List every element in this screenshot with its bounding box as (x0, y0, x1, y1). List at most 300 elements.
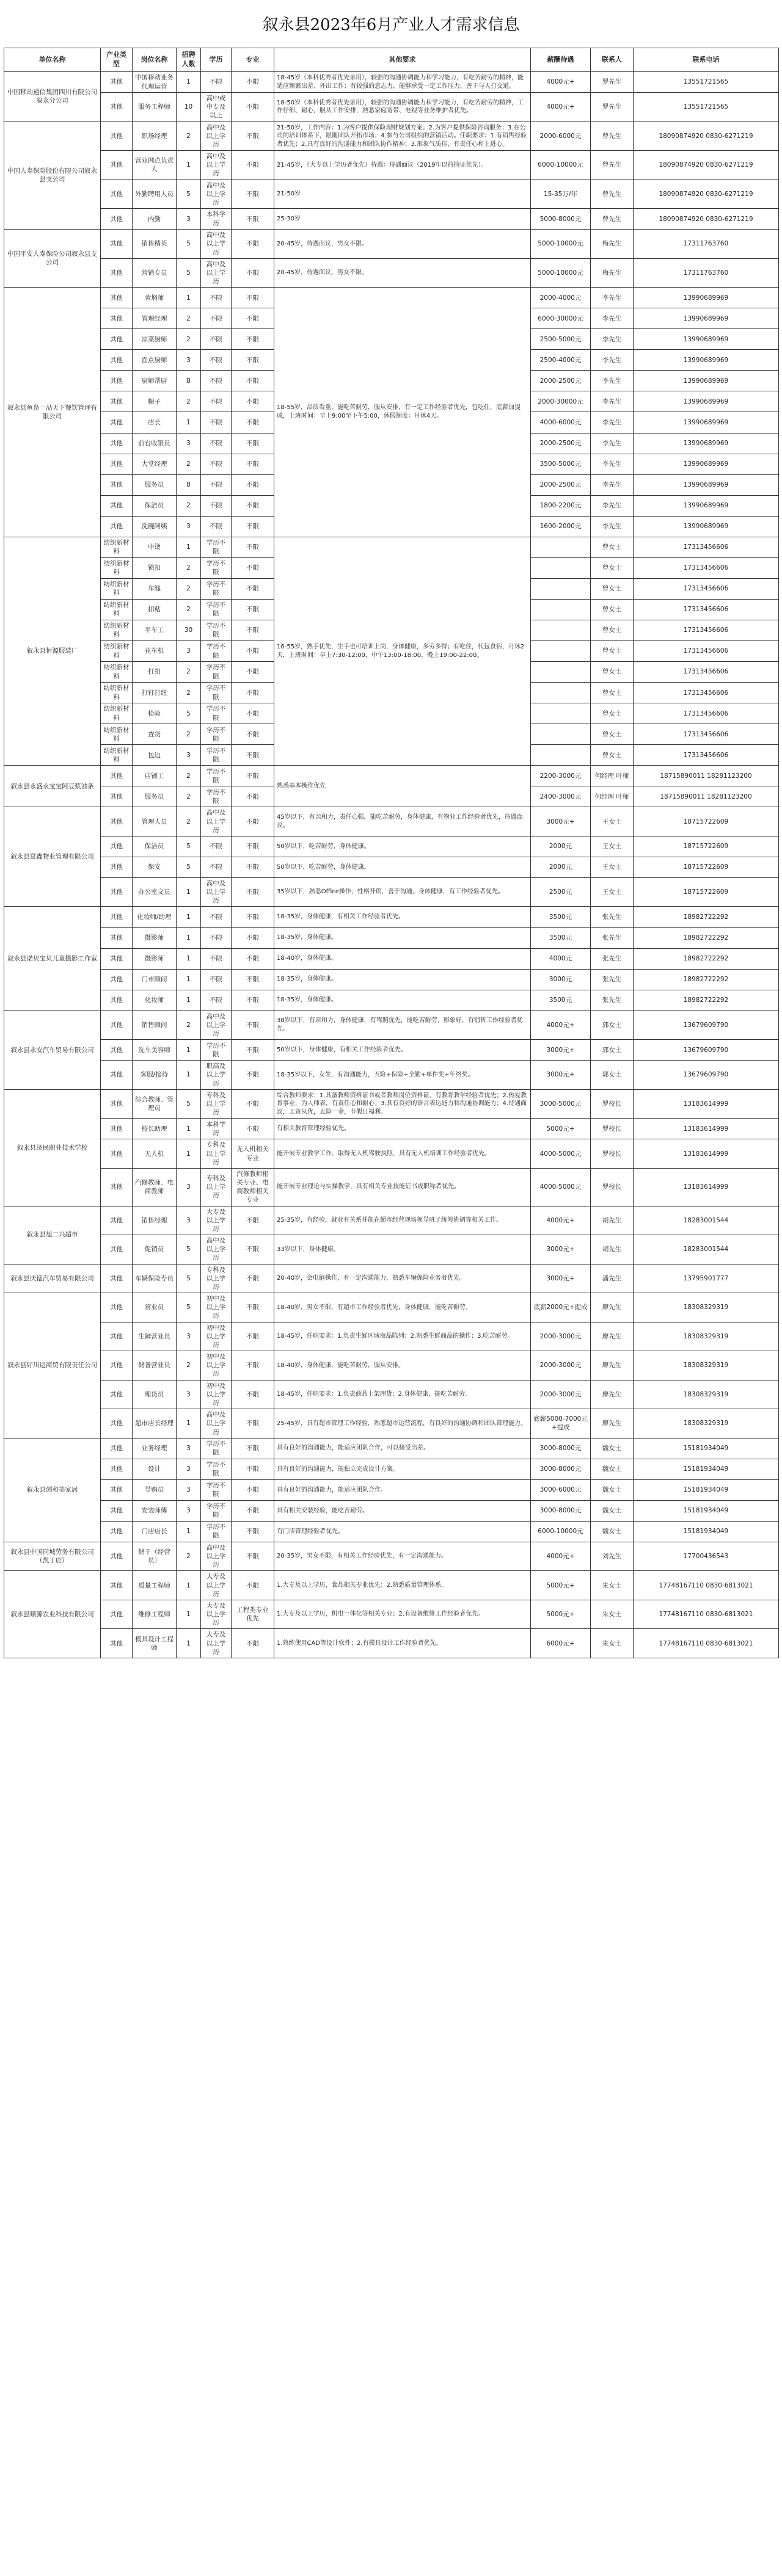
post-cell: 保洁员 (133, 836, 177, 857)
post-cell: 化妆师/助理 (133, 907, 177, 927)
major-cell: 不限 (232, 1459, 274, 1479)
phone-cell: 15181934049 (634, 1521, 779, 1542)
post-cell: 车缝 (133, 578, 177, 599)
unit-name-cell: 中国平安人寿保险公司叙永县支公司 (4, 230, 101, 288)
count-cell: 5 (177, 1235, 201, 1264)
education-cell: 高中及以上学历 (201, 151, 232, 180)
salary-cell: 2400-3000元 (531, 786, 591, 807)
post-cell: 综合教师、管理员 (133, 1089, 177, 1119)
phone-cell: 15181934049 (634, 1479, 779, 1500)
post-cell: 橱子 (133, 391, 177, 412)
salary-cell: 2000元 (531, 857, 591, 877)
count-cell: 2 (177, 724, 201, 745)
post-cell: 职场经理 (133, 122, 177, 151)
post-cell: 业务经理 (133, 1438, 177, 1459)
count-cell: 1 (177, 990, 201, 1010)
post-cell: 安装师傅 (133, 1500, 177, 1521)
industry-cell: 纺织新材料 (101, 557, 133, 578)
phone-cell: 17700436543 (634, 1542, 779, 1571)
requirements-cell: 1.熟练使用CAD等设计软件；2.有模具设计工作经验者优先。 (274, 1629, 531, 1658)
count-cell: 2 (177, 662, 201, 683)
count-cell: 1 (177, 537, 201, 557)
major-cell: 不限 (232, 877, 274, 907)
contact-cell: 曾女士 (591, 599, 634, 620)
count-cell: 2 (177, 329, 201, 350)
major-cell: 不限 (232, 454, 274, 474)
industry-cell: 其他 (101, 350, 133, 371)
count-cell: 2 (177, 1351, 201, 1381)
count-cell: 2 (177, 599, 201, 620)
contact-cell: 曾先生 (591, 180, 634, 209)
requirements-cell: 18-45岁（本科优秀者优先录用），较强的沟通协调能力和学习能力，有吃苦耐劳的精神，能适应频繁出差、外出工作；有较强的意志力，能够承受一定工作压力，善于与人打交道。 (274, 72, 531, 93)
contact-cell: 何经理 叶师 (591, 786, 634, 807)
table-row (4, 258, 779, 288)
phone-cell: 18982722292 (634, 907, 779, 927)
contact-cell: 刘先生 (591, 1542, 634, 1571)
contact-cell: 李先生 (591, 495, 634, 516)
salary-cell: 5000元+ (531, 1600, 591, 1629)
requirements-cell: 18-40岁，男女不限，有超市工作经验者优先，身体健康，能吃苦耐劳。 (274, 1293, 531, 1322)
contact-cell: 曾先生 (591, 209, 634, 230)
salary-cell: 2000-3000元 (531, 1351, 591, 1381)
industry-cell: 其他 (101, 1380, 133, 1409)
major-cell: 不限 (232, 1119, 274, 1139)
salary-cell: 2000-2500元 (531, 371, 591, 391)
table-row (4, 1040, 779, 1061)
requirements-cell: 具有良好的沟通能力，能独立完成设计方案。 (274, 1459, 531, 1479)
education-cell: 不限 (201, 371, 232, 391)
post-cell: 平车工 (133, 620, 177, 640)
contact-cell: 王女士 (591, 807, 634, 836)
post-cell: 面点厨师 (133, 350, 177, 371)
industry-cell: 其他 (101, 329, 133, 350)
count-cell: 5 (177, 1293, 201, 1322)
post-cell: 销售经理 (133, 1206, 177, 1235)
post-cell: 锁扣 (133, 557, 177, 578)
major-cell: 不限 (232, 230, 274, 259)
post-cell: 保安 (133, 857, 177, 877)
industry-cell: 其他 (101, 1479, 133, 1500)
contact-cell: 罗先生 (591, 72, 634, 93)
phone-cell: 17313456606 (634, 557, 779, 578)
contact-cell: 梅先生 (591, 258, 634, 288)
salary-cell: 3000元 (531, 969, 591, 990)
phone-cell: 17748167110 0830-6813021 (634, 1600, 779, 1629)
salary-cell: 2000-4000元 (531, 288, 591, 308)
major-cell: 不限 (232, 990, 274, 1010)
major-cell: 不限 (232, 745, 274, 766)
contact-cell: 何经理 叶师 (591, 766, 634, 786)
salary-cell: 2500-4000元 (531, 350, 591, 371)
unit-name-cell: 叙永县永盛永宝宝阿豆浆油条 (4, 766, 101, 807)
table-row (4, 1629, 779, 1658)
post-cell: 校长助理 (133, 1119, 177, 1139)
requirements-cell: 50岁以下，吃苦耐劳，身体健康。 (274, 857, 531, 877)
table-row (4, 1571, 779, 1600)
phone-cell: 18308329319 (634, 1293, 779, 1322)
industry-cell: 其他 (101, 258, 133, 288)
phone-cell: 18715722609 (634, 836, 779, 857)
post-cell: 店铺工 (133, 766, 177, 786)
phone-cell: 18283001544 (634, 1235, 779, 1264)
table-row (4, 1293, 779, 1322)
major-cell: 不限 (232, 1479, 274, 1500)
education-cell: 学历不限 (201, 1500, 232, 1521)
salary-cell: 3000元+ (531, 1235, 591, 1264)
salary-cell (531, 724, 591, 745)
industry-cell: 其他 (101, 1168, 133, 1206)
phone-cell: 13990689969 (634, 350, 779, 371)
major-cell: 不限 (232, 969, 274, 990)
unit-name-cell: 叙永县创和美家居 (4, 1438, 101, 1542)
count-cell: 1 (177, 1409, 201, 1439)
major-cell: 不限 (232, 836, 274, 857)
major-cell: 不限 (232, 1264, 274, 1293)
education-cell: 学历不限 (201, 620, 232, 640)
salary-cell: 3000元+ (531, 1061, 591, 1090)
table-row (4, 1089, 779, 1119)
education-cell: 不限 (201, 474, 232, 495)
contact-cell: 潘先生 (591, 1264, 634, 1293)
major-cell: 不限 (232, 1521, 274, 1542)
post-cell: 储备营业员 (133, 1351, 177, 1381)
contact-cell: 魏女士 (591, 1479, 634, 1500)
contact-cell: 郭女士 (591, 1061, 634, 1090)
post-cell: 储干（经营员） (133, 1542, 177, 1571)
post-cell: 管理人员 (133, 807, 177, 836)
major-cell: 不限 (232, 72, 274, 93)
phone-cell: 13990689969 (634, 412, 779, 433)
major-cell: 不限 (232, 620, 274, 640)
phone-cell: 13990689969 (634, 495, 779, 516)
unit-name-cell: 叙永县顺源农业科技有限公司 (4, 1571, 101, 1658)
salary-cell: 15-35万/年 (531, 180, 591, 209)
education-cell: 高中及以上学历 (201, 122, 232, 151)
industry-cell: 其他 (101, 122, 133, 151)
industry-cell: 其他 (101, 516, 133, 537)
major-cell: 不限 (232, 180, 274, 209)
count-cell: 3 (177, 640, 201, 661)
header-unit: 单位名称 (4, 48, 101, 72)
industry-cell: 其他 (101, 1322, 133, 1351)
count-cell: 1 (177, 288, 201, 308)
salary-cell: 3500元 (531, 907, 591, 927)
requirements-cell: 18-55岁，品质看重，能吃苦耐劳，服从安排，有一定工作经验者优先，包吃住，底薪加提成，上班时间：早上9:00至下午5:00，休假制度：月休4天。 (274, 288, 531, 537)
contact-cell: 郭女士 (591, 1010, 634, 1040)
major-cell: 不限 (232, 495, 274, 516)
requirements-cell: 25-45岁，具有超市管理工作经验，熟悉超市运营流程，有良好的沟通协调和团队管理能力。 (274, 1409, 531, 1439)
industry-cell: 其他 (101, 1010, 133, 1040)
contact-cell: 廖先生 (591, 1380, 634, 1409)
salary-cell: 3000元+ (531, 1264, 591, 1293)
table-row (4, 990, 779, 1010)
education-cell: 高中及以上学历 (201, 807, 232, 836)
contact-cell: 李先生 (591, 474, 634, 495)
count-cell: 3 (177, 1500, 201, 1521)
education-cell: 不限 (201, 72, 232, 93)
major-cell: 不限 (232, 1010, 274, 1040)
contact-cell: 李先生 (591, 350, 634, 371)
count-cell: 1 (177, 1119, 201, 1139)
contact-cell: 曾女士 (591, 557, 634, 578)
major-cell: 不限 (232, 151, 274, 180)
industry-cell: 其他 (101, 927, 133, 948)
requirements-cell: 18-45岁，任职要求：1.负责商品上架理货；2.身体健康，能吃苦耐劳。 (274, 1380, 531, 1409)
requirements-cell: 熟悉基本操作优先 (274, 766, 531, 807)
post-cell: 汽修教师、电商教师 (133, 1168, 177, 1206)
unit-name-cell: 叙永县庆德汽车贸易有限公司 (4, 1264, 101, 1293)
phone-cell: 17313456606 (634, 578, 779, 599)
education-cell: 学历不限 (201, 683, 232, 703)
education-cell: 不限 (201, 836, 232, 857)
major-cell: 不限 (232, 474, 274, 495)
major-cell: 不限 (232, 1409, 274, 1439)
post-cell: 凉菜厨师 (133, 329, 177, 350)
requirements-cell: 能开展专业理论与实操教学，具有相关专业技能证书或职称者优先。 (274, 1168, 531, 1206)
major-cell: 不限 (232, 1040, 274, 1061)
education-cell: 专科及以上学历 (201, 1139, 232, 1169)
post-cell: 设计 (133, 1459, 177, 1479)
industry-cell: 纺织新材料 (101, 662, 133, 683)
education-cell: 大专及以上学历 (201, 1629, 232, 1658)
salary-cell: 3500元 (531, 990, 591, 1010)
industry-cell: 其他 (101, 180, 133, 209)
education-cell: 不限 (201, 412, 232, 433)
major-cell: 不限 (232, 122, 274, 151)
industry-cell: 其他 (101, 288, 133, 308)
contact-cell: 朱女士 (591, 1571, 634, 1600)
salary-cell: 3000元+ (531, 1040, 591, 1061)
phone-cell: 13679609790 (634, 1061, 779, 1090)
industry-cell: 其他 (101, 391, 133, 412)
salary-cell: 4000元+ (531, 1206, 591, 1235)
phone-cell: 15181934049 (634, 1438, 779, 1459)
industry-cell: 其他 (101, 766, 133, 786)
contact-cell: 梅先生 (591, 230, 634, 259)
phone-cell: 17313456606 (634, 683, 779, 703)
industry-cell: 其他 (101, 474, 133, 495)
count-cell: 5 (177, 230, 201, 259)
unit-name-cell: 叙永县富鑫物业管理有限公司 (4, 807, 101, 907)
table-row (4, 948, 779, 969)
requirements-cell: 具有相关安装经验，能吃苦耐劳。 (274, 1500, 531, 1521)
post-cell: 中国移动业务代理运营 (133, 72, 177, 93)
major-cell: 不限 (232, 640, 274, 661)
industry-cell: 其他 (101, 454, 133, 474)
industry-cell: 其他 (101, 308, 133, 329)
table-row (4, 151, 779, 180)
requirements-cell: 18-35岁以下，女生，有沟通能力，五险+保险+全勤+单件奖+年终奖。 (274, 1061, 531, 1090)
education-cell: 本科学历 (201, 209, 232, 230)
salary-cell: 2500-5000元 (531, 329, 591, 350)
count-cell: 1 (177, 1600, 201, 1629)
count-cell: 1 (177, 1521, 201, 1542)
table-row (4, 1438, 779, 1459)
salary-cell: 3000-8000元 (531, 1500, 591, 1521)
major-cell: 不限 (232, 329, 274, 350)
table-row (4, 1521, 779, 1542)
contact-cell: 罗校长 (591, 1089, 634, 1119)
phone-cell: 18982722292 (634, 948, 779, 969)
phone-cell: 18283001544 (634, 1206, 779, 1235)
industry-cell: 其他 (101, 1040, 133, 1061)
count-cell: 3 (177, 1459, 201, 1479)
industry-cell: 其他 (101, 1139, 133, 1169)
count-cell: 3 (177, 350, 201, 371)
salary-cell: 3500元 (531, 927, 591, 948)
requirements-cell: 能开展专业教学工作，取得无人机驾驶执照，具有无人机培训工作经验者优先。 (274, 1139, 531, 1169)
industry-cell: 其他 (101, 857, 133, 877)
count-cell: 2 (177, 766, 201, 786)
table-row (4, 537, 779, 557)
count-cell: 3 (177, 1479, 201, 1500)
industry-cell: 其他 (101, 1571, 133, 1600)
table-row (4, 93, 779, 122)
salary-cell: 3000-5000元 (531, 1089, 591, 1119)
count-cell: 3 (177, 1380, 201, 1409)
salary-cell (531, 599, 591, 620)
unit-name-cell: 中国移动通信集团四川有限公司叙永分公司 (4, 72, 101, 122)
post-cell: 检验 (133, 703, 177, 724)
industry-cell: 其他 (101, 969, 133, 990)
major-cell: 不限 (232, 1629, 274, 1658)
industry-cell: 其他 (101, 1293, 133, 1322)
salary-cell: 3000-8000元 (531, 1459, 591, 1479)
industry-cell: 其他 (101, 1351, 133, 1381)
post-cell: 车辆保险专员 (133, 1264, 177, 1293)
requirements-cell: 50岁以下，吃苦耐劳，身体健康。 (274, 836, 531, 857)
education-cell: 学历不限 (201, 703, 232, 724)
major-cell: 不限 (232, 391, 274, 412)
education-cell: 不限 (201, 857, 232, 877)
unit-name-cell: 叙永县中国同城劳务有限公司（凯丁店） (4, 1542, 101, 1571)
contact-cell: 廖先生 (591, 1409, 634, 1439)
contact-cell: 曾女士 (591, 703, 634, 724)
requirements-cell: 20-40岁，会电脑操作，有一定沟通能力，熟悉车辆保险业务者优先。 (274, 1264, 531, 1293)
major-cell: 不限 (232, 350, 274, 371)
post-cell: 洗碗阿姨 (133, 516, 177, 537)
contact-cell: 胡先生 (591, 1235, 634, 1264)
post-cell: 化妆师 (133, 990, 177, 1010)
phone-cell: 13183614999 (634, 1119, 779, 1139)
major-cell: 不限 (232, 578, 274, 599)
requirements-cell: 20-45岁，待遇面议，男女不限。 (274, 230, 531, 259)
table-row (4, 927, 779, 948)
count-cell: 1 (177, 1061, 201, 1090)
count-cell: 5 (177, 180, 201, 209)
education-cell: 专科及以上学历 (201, 1264, 232, 1293)
education-cell: 学历不限 (201, 745, 232, 766)
count-cell: 2 (177, 1010, 201, 1040)
education-cell: 大专及以上学历 (201, 1571, 232, 1600)
count-cell: 2 (177, 1542, 201, 1571)
major-cell: 不限 (232, 371, 274, 391)
education-cell: 学历不限 (201, 537, 232, 557)
contact-cell: 李先生 (591, 391, 634, 412)
major-cell: 不限 (232, 557, 274, 578)
post-cell: 促销员 (133, 1235, 177, 1264)
count-cell: 2 (177, 578, 201, 599)
education-cell: 学历不限 (201, 662, 232, 683)
phone-cell: 13990689969 (634, 371, 779, 391)
unit-name-cell: 中国人寿保险股份有限公司叙永县支公司 (4, 122, 101, 230)
phone-cell: 17748167110 0830-6813021 (634, 1571, 779, 1600)
education-cell: 高中及以上学历 (201, 1235, 232, 1264)
major-cell: 不限 (232, 1089, 274, 1119)
table-row (4, 1459, 779, 1479)
post-cell: 服务员 (133, 474, 177, 495)
requirements-cell: 18-35岁，身体健康。 (274, 990, 531, 1010)
industry-cell: 其他 (101, 1629, 133, 1658)
salary-cell: 底薪5000-7000元+提成 (531, 1409, 591, 1439)
unit-name-cell: 叙永县恒源服装厂 (4, 537, 101, 766)
salary-cell: 5000-10000元 (531, 258, 591, 288)
major-cell: 不限 (232, 907, 274, 927)
contact-cell: 曾女士 (591, 640, 634, 661)
major-cell: 不限 (232, 662, 274, 683)
contact-cell: 王女士 (591, 836, 634, 857)
salary-cell: 2000-2500元 (531, 474, 591, 495)
phone-cell: 13183614999 (634, 1168, 779, 1206)
phone-cell: 13990689969 (634, 454, 779, 474)
table-row (4, 1351, 779, 1381)
phone-cell: 15181934049 (634, 1459, 779, 1479)
count-cell: 3 (177, 1168, 201, 1206)
count-cell: 8 (177, 474, 201, 495)
contact-cell: 李先生 (591, 308, 634, 329)
industry-cell: 其他 (101, 1061, 133, 1090)
phone-cell: 18982722292 (634, 969, 779, 990)
phone-cell: 18715722609 (634, 807, 779, 836)
header-industry: 产业类型 (101, 48, 133, 72)
post-cell: 服务员 (133, 786, 177, 807)
post-cell: 超市店长经理 (133, 1409, 177, 1439)
count-cell: 1 (177, 72, 201, 93)
table-row (4, 1322, 779, 1351)
table-row (4, 969, 779, 990)
industry-cell: 其他 (101, 209, 133, 230)
salary-cell: 1800-2200元 (531, 495, 591, 516)
table-row (4, 1542, 779, 1571)
contact-cell: 罗校长 (591, 1139, 634, 1169)
requirements-cell: 18-35岁，身体健康。 (274, 927, 531, 948)
major-cell: 不限 (232, 599, 274, 620)
table-row (4, 209, 779, 230)
requirements-cell: 25-30岁 (274, 209, 531, 230)
requirements-cell: 18-35岁，身体健康。 (274, 969, 531, 990)
salary-cell: 2000-30000元 (531, 391, 591, 412)
requirements-cell: 16-55岁，熟手优先，生手也可培训上岗，身体健康，多劳多得；有吃住，代包食宿，月休2天，上班时间：早上7:30-12:00，中午13:00-18:00，晚上19:00-22:00。 (274, 537, 531, 766)
salary-cell: 5000元+ (531, 1571, 591, 1600)
industry-cell: 纺织新材料 (101, 640, 133, 661)
major-cell: 不限 (232, 308, 274, 329)
salary-cell: 6000-10000元 (531, 1521, 591, 1542)
phone-cell: 17748167110 0830-6813021 (634, 1629, 779, 1658)
contact-cell: 廖先生 (591, 1293, 634, 1322)
education-cell: 不限 (201, 433, 232, 454)
contact-cell: 罗先生 (591, 93, 634, 122)
phone-cell: 17313456606 (634, 599, 779, 620)
industry-cell: 其他 (101, 1409, 133, 1439)
table-row (4, 180, 779, 209)
table-row (4, 230, 779, 259)
table-row (4, 122, 779, 151)
industry-cell: 其他 (101, 151, 133, 180)
salary-cell: 2000-3000元 (531, 1322, 591, 1351)
count-cell: 1 (177, 948, 201, 969)
count-cell: 1 (177, 1040, 201, 1061)
contact-cell: 李先生 (591, 412, 634, 433)
